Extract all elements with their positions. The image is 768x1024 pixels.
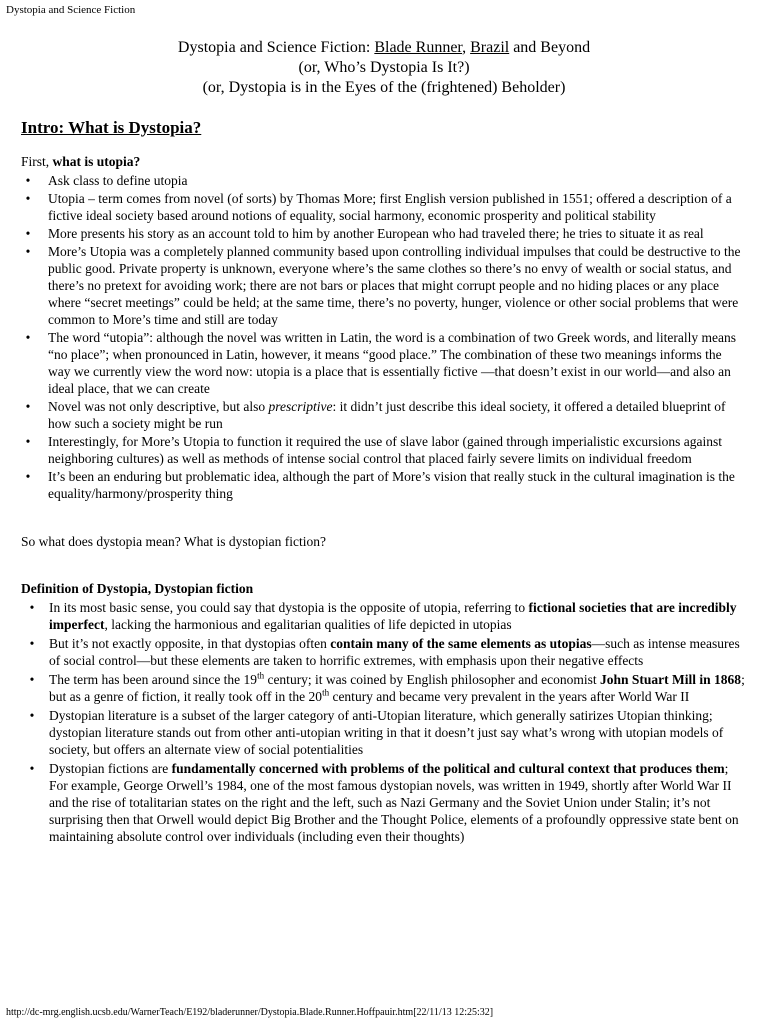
bullet-text: [48, 398, 746, 432]
prescriptive-post: : it didn’t just describe this ideal society, it offered a detailed blueprint of how such a society might be run: [48, 399, 726, 431]
definition-heading: Definition of Dystopia, Dystopian fiction: [21, 581, 254, 596]
bullet-text: [49, 635, 746, 669]
text-run: Dystopian fictions are: [49, 761, 172, 776]
bold-run: contain many of the same elements as utopias: [330, 636, 592, 651]
bullet-icon: •: [25, 173, 31, 188]
bullet-icon: •: [29, 600, 35, 615]
dystopia-question: So what does dystopia mean? What is dystopian fiction?: [21, 534, 326, 549]
list-item: [21, 468, 746, 502]
bullet-text: Dystopian literature is a subset of the larger category of anti-Utopian literature, which generally satirizes Utopian thinking; dystopian literature stands out from other anti-utopian writing in that it doesn’t just say what’s wrong with utopian models of society, but offers an alternate view of social potentialities: [49, 708, 724, 757]
bullet-text: It’s been an enduring but problematic idea, although the part of More’s vision that really stuck in the cultural imagination is the equality/harmony/prosperity thing: [48, 469, 735, 501]
bullet-icon: •: [25, 191, 31, 206]
title-blade-runner: Blade Runner: [374, 39, 463, 56]
list-item: [21, 635, 746, 669]
bullet-icon: •: [25, 434, 31, 449]
text-run: ; but as a genre of fiction, it really took off in the 20: [49, 672, 745, 704]
title-line-2: (or, Who’s Dystopia Is It?): [298, 59, 470, 76]
text-run: ; For example, George Orwell’s 1984, one of the most famous dystopian novels, was written in 1949, shortly after World War II and the rise of totalitarian states on the right and the left, such as Nazi Germany and the Soviet Union under Stalin; it’s not surprising then that Orwell would depict Big Brother and the Thought Police, elements of a profoundly oppressive state bent on maintaining absolute control over individuals (including even their thoughts): [49, 761, 739, 844]
bullet-icon: •: [25, 330, 31, 345]
text-run: The term has been around since the 19: [49, 672, 258, 687]
superscript: th: [322, 687, 330, 698]
bullet-icon: •: [29, 636, 35, 651]
prescriptive-pre: Novel was not only descriptive, but also: [48, 399, 269, 414]
text-run: But it’s not exactly opposite, in that dystopias often: [49, 636, 331, 651]
intro-heading: Intro: What is Dystopia?: [21, 118, 202, 137]
bullet-text: [49, 671, 746, 705]
running-header: Dystopia and Science Fiction: [6, 4, 136, 16]
list-item: [21, 433, 746, 467]
text-run: century and became very prevalent in the years after World War II: [329, 689, 690, 704]
utopia-bullet-list: [21, 172, 746, 502]
title-text: Dystopia and Science Fiction:: [177, 39, 375, 56]
bullet-text: More’s Utopia was a completely planned community based upon controlling individual impulses that could be destructive to the public good. Private property is unknown, everyone where’s the same clothes so there’s no envy of wealth or social status, and there’s no pretext for avoiding work; there are not bars or places that might corrupt people and no hiding places or any place where “secret meetings” could be held; at the same time, there’s no poverty, hunger, violence or other social problems that were common to More’s time and still are today: [48, 244, 741, 327]
text-run: —such as intense measures of social control—but these elements are taken to horrific extremes, with emphasis upon their negative effects: [49, 636, 740, 668]
list-item: [21, 760, 746, 845]
spacer: [21, 503, 746, 533]
bold-run: fictional societies that are incredibly imperfect: [49, 600, 737, 632]
bold-run: John Stuart Mill in 1868: [600, 672, 742, 687]
list-item: [21, 329, 746, 397]
main-content: [21, 153, 746, 847]
definition-bullet-list: [21, 599, 746, 845]
list-item: [21, 671, 746, 705]
superscript: th: [257, 670, 265, 681]
text-run: , lacking the harmonious and egalitarian qualities of life depicted in utopias: [104, 617, 512, 632]
list-item: [21, 190, 746, 224]
list-item: [21, 243, 746, 328]
page-url-footer: http://dc-mrg.english.ucsb.edu/WarnerTeach/E192/bladerunner/Dystopia.Blade.Runner.Hoffpauir.htm[22/11/13 12:25:32]: [6, 1007, 494, 1018]
bullet-text: Utopia – term comes from novel (of sorts) by Thomas More; first English version published in 1551; offered a description of a fictive ideal society based around notions of equality, social harmony, economic prosperity and political stability: [48, 191, 732, 223]
title-brazil: Brazil: [470, 39, 510, 56]
first-bold: what is utopia?: [52, 154, 141, 169]
title-text-end: and Beyond: [509, 39, 591, 56]
first-prefix: First,: [21, 154, 53, 169]
bullet-icon: •: [25, 399, 31, 414]
document-title: [0, 38, 768, 98]
title-line-1: [0, 38, 768, 58]
bullet-icon: •: [25, 244, 31, 259]
prescriptive-emphasis: prescriptive: [268, 399, 333, 414]
bullet-text: The word “utopia”: although the novel was written in Latin, the word is a combination of two Greek words, and literally means “no place”; when pronounced in Latin, however, it means “good place.” The combination of these two meanings informs the way we currently view the word now: utopia is a place that is essentially fictive —that doesn’t exist in our world—and also an ideal place, that we can create: [48, 330, 736, 396]
bullet-icon: •: [29, 708, 35, 723]
bullet-text: Interestingly, for More’s Utopia to function it required the use of slave labor (gained through imperialistic excursions against neighboring cultures) as well as methods of intense social control that placed fairly severe limits on individual freedom: [48, 434, 722, 466]
bullet-icon: •: [29, 761, 35, 776]
list-item: [21, 599, 746, 633]
list-item: [21, 225, 746, 242]
text-run: century; it was coined by English philosopher and economist: [264, 672, 601, 687]
bullet-text: [49, 760, 746, 845]
bullet-icon: •: [25, 226, 31, 241]
title-separator: ,: [462, 39, 471, 56]
list-item: [21, 172, 746, 189]
bullet-text: [49, 599, 746, 633]
bold-run: fundamentally concerned with problems of the political and cultural context that produces them: [171, 761, 725, 776]
text-run: In its most basic sense, you could say that dystopia is the opposite of utopia, referring to: [49, 600, 529, 615]
spacer: [21, 550, 746, 580]
title-line-3: (or, Dystopia is in the Eyes of the (frightened) Beholder): [202, 79, 566, 96]
bullet-icon: •: [29, 672, 35, 687]
list-item: [21, 707, 746, 758]
bullet-text: More presents his story as an account told to him by another European who had traveled there; he tries to situate it as real: [48, 226, 704, 241]
bullet-text: Ask class to define utopia: [48, 173, 188, 188]
first-line: [21, 153, 746, 170]
list-item: [21, 398, 746, 432]
bullet-icon: •: [25, 469, 31, 484]
